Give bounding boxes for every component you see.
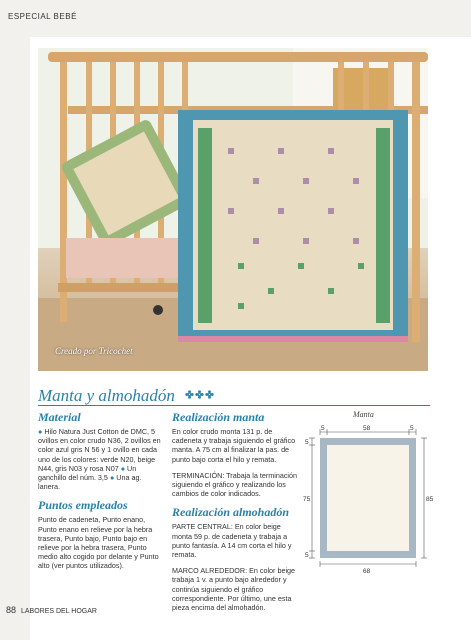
- blanket-diagram: [303, 410, 433, 580]
- column-left: [38, 410, 162, 578]
- column-middle: [172, 410, 300, 619]
- magazine-name: LABORES DEL HOGAR: [20, 608, 97, 615]
- section-label: ESPECIAL BEBÉ: [8, 12, 77, 21]
- title-divider: [38, 405, 430, 406]
- material-hook: Un ganchillo del núm. 3,5: [38, 463, 137, 483]
- flower-icon: [185, 390, 194, 399]
- page-number: 88: [6, 605, 17, 615]
- dim-total-height: 85: [426, 496, 433, 503]
- page-footer: [6, 605, 97, 615]
- photo-illustration: [38, 48, 428, 371]
- crib-blanket-photo: [38, 48, 428, 371]
- puntos-list: Punto de cadeneta, Punto enano, Punto enano en relieve por la hebra trasera, Punto bajo, Punto bajo en relieve por la hebra trasera, Punto medio alto cogido por delante y Punto alto: [38, 515, 159, 571]
- dim-border-bottom: 5: [305, 552, 309, 559]
- puntos-heading: Puntos empleados: [38, 498, 128, 513]
- photo-caption: Creado por Tricochet: [55, 346, 133, 356]
- puntos-text: [38, 515, 162, 570]
- bullet-icon: ●: [38, 427, 43, 436]
- material-text: [38, 427, 162, 491]
- manta-heading: Realización manta: [172, 410, 265, 424]
- material-yarn: Hilo Natura Just Cotton de DMC, 5 ovillos en color crudo N36, 2 ovillos en color azul gris N 56 y 1 ovillo en cada uno de los colores: verde N20, beige N44, gris N03 y rosa N07: [38, 427, 161, 473]
- flower-icon: [205, 390, 214, 399]
- bullet-icon: ●: [120, 463, 126, 473]
- diagram-center: [327, 445, 409, 551]
- dim-inner-height: 75: [303, 496, 311, 503]
- dim-border-left: 5: [321, 425, 325, 432]
- difficulty-rating: [185, 384, 215, 404]
- almohadon-center-text: PARTE CENTRAL: En color beige monta 59 p. de cadeneta y trabaja a punto fantasía. A 14 cm corta el hilo y remata.: [172, 522, 292, 560]
- dim-inner-width: 58: [363, 425, 371, 432]
- bullet-icon: ●: [109, 473, 115, 483]
- material-heading: Material: [38, 410, 81, 424]
- diagram-title: Manta: [353, 410, 374, 419]
- dim-total-width: 68: [363, 568, 371, 575]
- manta-text: En color crudo monta 131 p. de cadeneta y trabaja siguiendo el gráfico manta. A 75 cm al finalizar la pas. de punto bajo corta el hilo y remata.: [172, 427, 296, 464]
- article-title-text: Manta y almohadón: [38, 386, 175, 405]
- diagram-schematic: [303, 410, 433, 580]
- material-needle: Una ag. lanera.: [38, 473, 142, 492]
- dim-border-top: 5: [305, 439, 309, 446]
- dim-border-right: 5: [410, 425, 414, 432]
- article-title: [38, 384, 215, 406]
- almohadon-heading: Realización almohadón: [172, 505, 290, 520]
- flower-icon: [195, 390, 204, 399]
- almohadon-frame-text: MARCO ALREDEDOR: En color beige trabaja 1 v. a punto bajo alrededor y continúa siguiendo el gráfico correspondiente. Por último, une esta pieza encima del almohadón.: [172, 566, 296, 613]
- manta-finish-text: TERMINACIÓN: Trabaja la terminación siguiendo el gráfico y realizando los cambios de color indicados.: [172, 470, 298, 499]
- puntos-note: (ver puntos utilizados).: [51, 561, 124, 571]
